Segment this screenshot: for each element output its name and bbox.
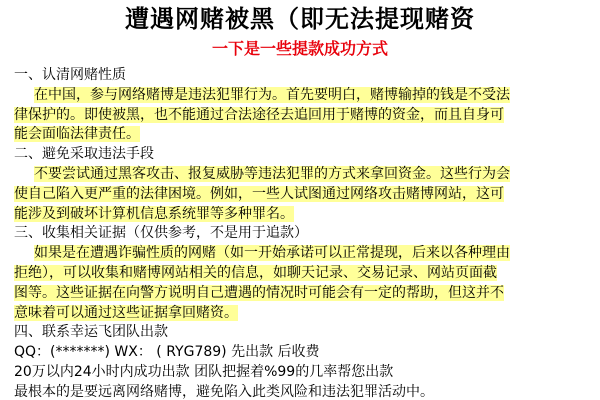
line-text: 律保护的。即使被黑，也不能通过合法途径去追回用于赌博的资金，而且自身可: [14, 106, 504, 123]
text-line: [14, 104, 588, 126]
line-text: 三、收集相关证据（仅供参考，不是用于追款）: [14, 225, 308, 242]
line-text: 如果是在遭遇诈骗性质的网赌（如一开始承诺可以正常提现，后来以各种理由: [34, 245, 510, 262]
section-heading: [14, 143, 588, 165]
line-text: 不要尝试通过黑客攻击、报复威胁等违法犯罪的方式来拿回资金。这些行为会: [34, 166, 510, 182]
line-text: 四、联系幸运飞团队出款: [14, 324, 168, 341]
line-text: 20万以内24小时内成功出款 团队把握着%99的几率帮您出款: [14, 364, 394, 380]
line-text: 能涉及到破坏计算机信息系统罪等多种罪名。: [14, 205, 294, 222]
text-line: [14, 183, 588, 205]
text-line: [14, 282, 588, 304]
page-title: 遭遇网赌被黑（即无法提现赌资: [125, 5, 475, 33]
line-text: 一、认清网赌性质: [14, 67, 126, 83]
line-text: 能会面临法律责任。: [14, 126, 140, 143]
page-subtitle: 一下是一些提款成功方式: [211, 39, 388, 58]
text-line: [14, 123, 588, 145]
text-line: [14, 361, 588, 383]
text-line: [14, 203, 588, 225]
line-text: 拒绝），可以收集和赌博网站相关的信息，如聊天记录、交易记录、网站页面截: [14, 265, 497, 281]
line-text: QQ：(*******) WX： ( RYG789) 先出款 后收费: [14, 344, 320, 361]
line-text: 在中国，参与网络赌博是违法犯罪行为。首先要明白，赌博输掉的钱是不受法: [34, 86, 510, 103]
line-text: 二、避免采取违法手段: [14, 146, 154, 163]
text-line: [34, 84, 600, 106]
line-text: 使自己陷入更严重的法律困境。例如，一些人试图通过网络攻击赌博网站，这可: [14, 185, 504, 202]
text-line: [14, 262, 588, 284]
text-line: [34, 242, 600, 264]
text-line: [14, 341, 588, 363]
text-line: [14, 381, 588, 400]
section-heading: [14, 222, 588, 244]
line-text: 意味着可以通过这些证据拿回赌资。: [14, 304, 238, 321]
text-line: [34, 163, 600, 185]
line-text: 图等。这些证据在向警方说明自己遭遇的情况时可能会有一定的帮助，但这并不: [14, 284, 504, 301]
section-heading: [14, 321, 588, 343]
line-text: 最根本的是要远离网络赌博，避免陷入此类风险和违法犯罪活动中。: [14, 383, 434, 400]
section-heading: [14, 64, 588, 86]
text-line: [14, 302, 588, 324]
